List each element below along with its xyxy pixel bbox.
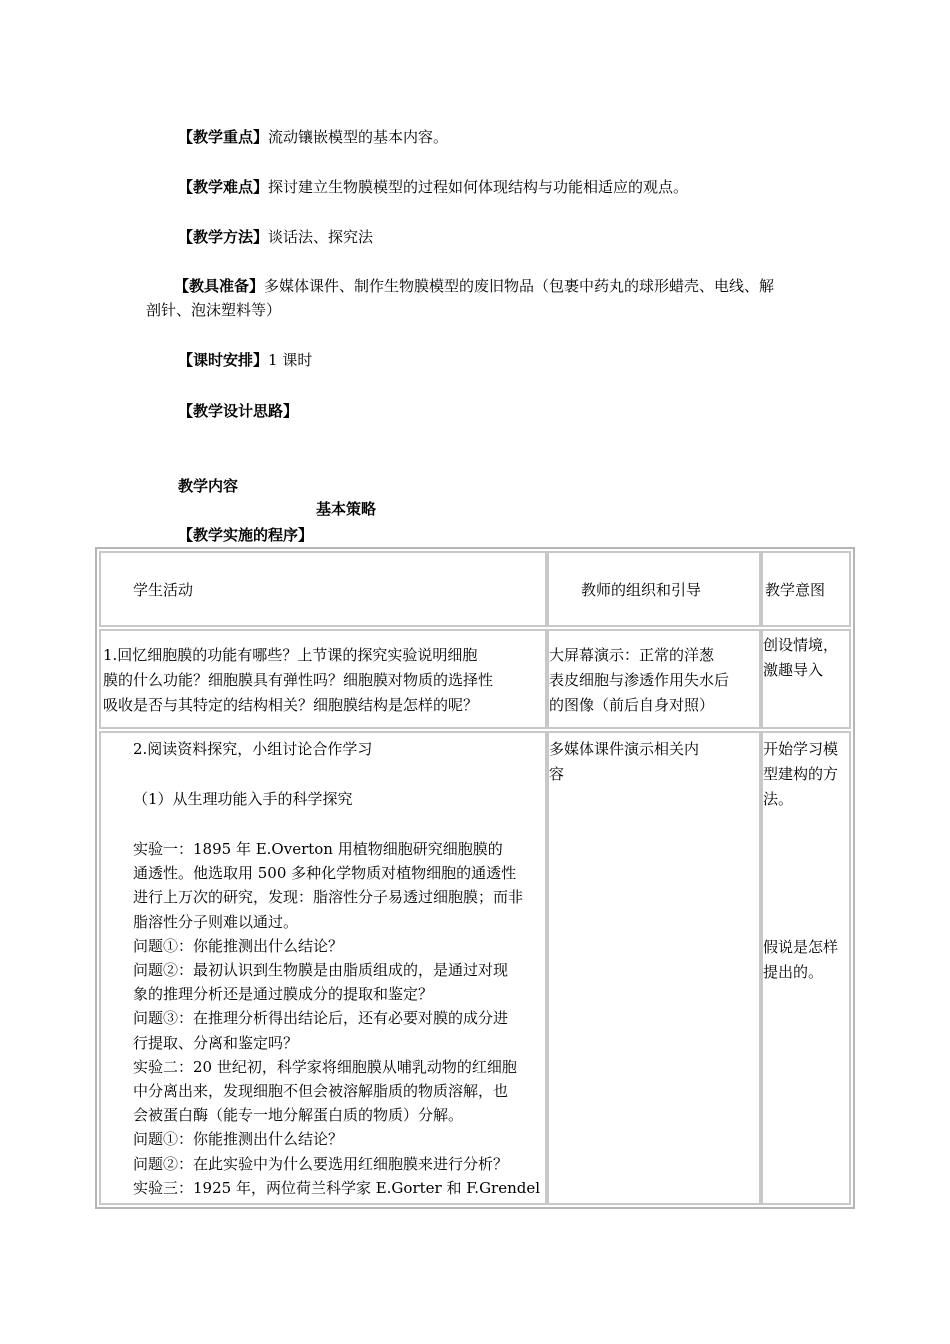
design-line	[178, 401, 298, 421]
procedure-label: 【教学实施的程序】	[178, 526, 314, 544]
row2-student-body: 实验一：1895 年 E.Overton 用植物细胞研究细胞膜的 通透性。他选取用 500 多种化学物质对植物细胞的通透性 进行上万次的研究，发现：脂溶性分子易透过细胞膜；而非 脂溶性分子则难以通过。 问题①：你能推测出什么结论？ 问题②：最初认识到生物膜是由脂质组成的，是通过对现 象的推理分析还是通过膜成分的提取和鉴定？ 问题③：在推理分析得出结论后，还有必要对膜的成分进 行提取、分离和鉴定吗？ 实验二：20 世纪初，科学家将细胞膜从哺乳动物的红细胞 中分离出来，发现细胞不但会被溶解脂质的物质溶解，也 会被蛋白酶（能专一地分解蛋白质的物质）分解。 问题①：你能推测出什么结论？ 问题②：在此实验中为什么要选用红细胞膜来进行分析？ 实验三：1925 年，两位荷兰科学家 E.Gorter 和 F.Grendel	[133, 840, 541, 1197]
row1-student-cell	[99, 629, 547, 729]
header-teacher-cell	[547, 551, 761, 627]
teaching-focus-line	[178, 127, 448, 147]
teaching-tools-label: 【教具准备】	[174, 277, 265, 295]
row1-student-text: 1.回忆细胞膜的功能有哪些？上节课的探究实验说明细胞 膜的什么功能？细胞膜具有弹性吗？细胞膜对物质的选择性 吸收是否与其特定的结构相关？细胞膜结构是怎样的呢？	[103, 646, 494, 714]
header-teacher: 教师的组织和引导	[581, 581, 702, 599]
teaching-tools-text-line2: 剖针、泡沫塑料等）	[146, 301, 282, 319]
schedule-line	[178, 350, 312, 370]
design-label: 【教学设计思路】	[178, 402, 299, 420]
row1-intent-cell	[761, 629, 851, 729]
row2-teacher-text: 多媒体课件演示相关内 容	[549, 740, 700, 783]
row2-student-title: 2.阅读资料探究，小组讨论合作学习	[133, 740, 373, 758]
row2-student-cell	[99, 731, 547, 1205]
teaching-focus-label: 【教学重点】	[178, 128, 269, 146]
teaching-difficulty-line	[178, 177, 688, 197]
row1-teacher-text: 大屏幕演示：正常的洋葱 表皮细胞与渗透作用失水后 的图像（前后自身对照）	[549, 646, 730, 714]
row2-intent-text-1: 开始学习模 型建构的方 法。	[763, 740, 839, 808]
teaching-method-line	[178, 227, 373, 247]
teaching-tools-paragraph	[146, 274, 816, 322]
teaching-method-label: 【教学方法】	[178, 228, 269, 246]
strategy-heading: 基本策略	[316, 500, 377, 518]
teaching-tools-text-line1: 多媒体课件、制作生物膜模型的废旧物品（包裹中药丸的球形蜡壳、电线、解	[264, 277, 775, 295]
header-intent: 教学意图	[765, 581, 826, 599]
teaching-difficulty-text: 探讨建立生物膜模型的过程如何体现结构与功能相适应的观点。	[268, 178, 689, 196]
row2-teacher-cell	[547, 731, 761, 1205]
schedule-label: 【课时安排】	[178, 351, 269, 369]
schedule-text: 1 课时	[268, 351, 313, 369]
row2-intent-cell	[761, 731, 851, 1205]
header-student-cell	[99, 551, 547, 627]
row2-intent-text-2: 假说是怎样 提出的。	[763, 938, 839, 981]
header-student: 学生活动	[133, 581, 194, 599]
row2-student-sub: （1）从生理功能入手的科学探究	[133, 790, 353, 808]
content-heading: 教学内容	[178, 477, 239, 495]
row1-intent-text: 创设情境， 激趣导入	[763, 636, 839, 679]
teaching-difficulty-label: 【教学难点】	[178, 178, 269, 196]
teaching-focus-text: 流动镶嵌模型的基本内容。	[268, 128, 449, 146]
header-intent-cell	[761, 551, 851, 627]
procedure-table	[95, 547, 855, 1209]
teaching-method-text: 谈话法、探究法	[268, 228, 374, 246]
row1-teacher-cell	[547, 629, 761, 729]
